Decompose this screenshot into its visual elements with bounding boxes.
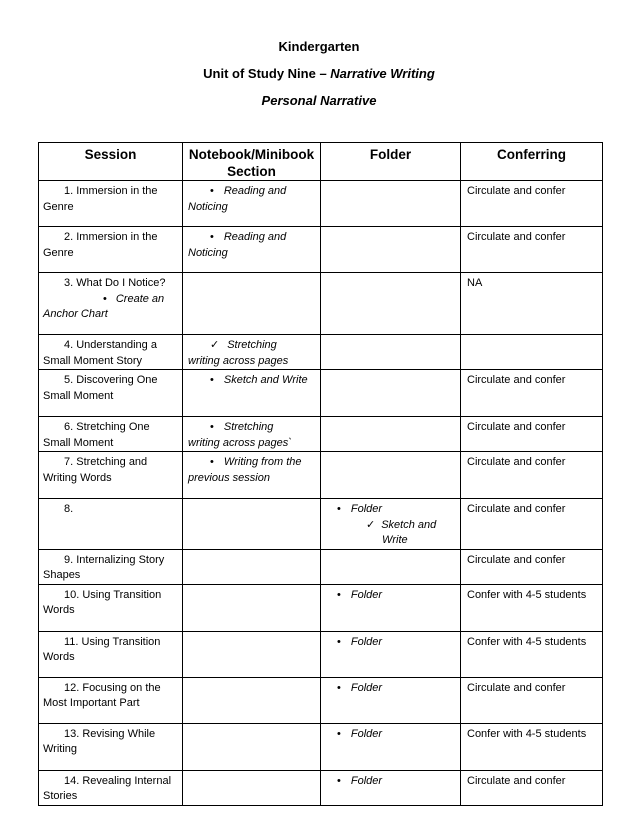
notebook-cell (183, 181, 321, 227)
session-line: 6. Stretching One (64, 421, 150, 433)
session-line: 13. Revising While (64, 727, 156, 740)
folder-line: ✓ Sketch and (337, 518, 457, 534)
conferring-cell: Circulate and confer (461, 452, 603, 499)
session-line: Writing Words (43, 471, 112, 484)
folder-cell (321, 452, 461, 499)
notebook-cell (183, 227, 321, 273)
table-row (39, 181, 603, 227)
session-line: Words (43, 604, 75, 616)
session-line: 7. Stretching and (64, 456, 148, 468)
session-line: 12. Focusing on the (64, 681, 161, 694)
conferring-cell: NA (461, 273, 603, 335)
session-cell (39, 273, 183, 335)
session-cell (39, 181, 183, 227)
session-line: Small Moment (43, 436, 114, 449)
table-row (39, 370, 603, 417)
notebook-cell (183, 499, 321, 550)
table-row (39, 631, 603, 677)
notebook-line: • Sketch and Write (188, 373, 317, 389)
conferring-cell: Confer with 4-5 students (461, 631, 603, 677)
notebook-line: writing across pages (188, 354, 289, 367)
session-line: 4. Understanding a (64, 339, 157, 351)
session-line: Small Moment Story (43, 354, 143, 367)
session-cell (39, 770, 183, 805)
folder-cell (321, 181, 461, 227)
notebook-line: writing across pages` (188, 436, 292, 449)
session-line: 3. What Do I Notice? (64, 277, 166, 289)
session-cell (39, 677, 183, 723)
table-row (39, 584, 603, 631)
session-line: 14. Revealing Internal (64, 774, 172, 787)
conferring-cell: Circulate and confer (461, 370, 603, 417)
session-line: Genre (43, 246, 74, 259)
folder-cell (321, 770, 461, 805)
notebook-cell (183, 549, 321, 584)
conferring-cell: Circulate and confer (461, 417, 603, 452)
conferring-cell: Circulate and confer (461, 549, 603, 584)
unit-title-italic: Narrative Writing (330, 66, 435, 81)
table-row (39, 723, 603, 770)
conferring-cell: Confer with 4-5 students (461, 584, 603, 631)
table-row (39, 227, 603, 273)
table-row (39, 499, 603, 550)
folder-cell (321, 417, 461, 452)
conferring-cell: Circulate and confer (461, 499, 603, 550)
notebook-cell (183, 452, 321, 499)
folder-line: • Folder (337, 682, 382, 694)
folder-cell (321, 549, 461, 584)
session-line: Stories (43, 790, 78, 802)
folder-cell (321, 335, 461, 370)
session-line: Words (43, 651, 75, 663)
session-line: Most Important Part (43, 697, 140, 709)
notebook-line: Noticing (188, 246, 228, 259)
session-line: • Create an (43, 292, 179, 308)
folder-cell (321, 273, 461, 335)
session-line: Small Moment (43, 389, 114, 402)
notebook-line: • Stretching (188, 420, 317, 436)
session-cell (39, 370, 183, 417)
unit-subtitle: Personal Narrative (261, 93, 377, 108)
table-header-row (39, 143, 603, 181)
header-conferring: Conferring (461, 143, 603, 181)
session-line: 5. Discovering One (64, 374, 158, 386)
folder-line: • Folder (337, 636, 382, 648)
notebook-cell (183, 335, 321, 370)
notebook-cell (183, 370, 321, 417)
header-session: Session (39, 143, 183, 181)
folder-cell (321, 584, 461, 631)
session-line: 11. Using Transition (64, 635, 161, 648)
conferring-cell: Circulate and confer (461, 677, 603, 723)
notebook-cell (183, 770, 321, 805)
session-cell (39, 452, 183, 499)
notebook-line: • Reading and (188, 184, 317, 200)
session-line: Anchor Chart (43, 308, 108, 320)
header-notebook: Notebook/Minibook Section (183, 143, 321, 181)
folder-line: • Folder (337, 589, 382, 601)
notebook-cell (183, 417, 321, 452)
session-line: 2. Immersion in the (64, 231, 158, 243)
notebook-cell (183, 584, 321, 631)
notebook-line: Noticing (188, 200, 228, 213)
table-row (39, 273, 603, 335)
folder-cell (321, 723, 461, 770)
conferring-cell: Confer with 4-5 students (461, 723, 603, 770)
conferring-cell: Circulate and confer (461, 227, 603, 273)
session-line: 10. Using Transition (64, 588, 162, 601)
table-row (39, 452, 603, 499)
session-line: Writing (43, 743, 78, 755)
table-row (39, 417, 603, 452)
table-row (39, 549, 603, 584)
session-cell (39, 499, 183, 550)
session-line: Shapes (43, 569, 81, 581)
notebook-line: previous session (188, 471, 270, 484)
session-cell (39, 417, 183, 452)
session-cell (39, 584, 183, 631)
notebook-cell (183, 723, 321, 770)
table-row (39, 677, 603, 723)
folder-line: • Folder (337, 728, 382, 740)
folder-line: • Folder (337, 503, 382, 515)
table-row (39, 335, 603, 370)
notebook-line: • Writing from the (188, 455, 317, 471)
folder-line: Write (382, 534, 408, 546)
session-line: 8. (64, 503, 74, 515)
table-row (39, 770, 603, 805)
notebook-cell (183, 631, 321, 677)
folder-cell (321, 370, 461, 417)
session-line: 1. Immersion in the (64, 185, 158, 197)
folder-cell (321, 227, 461, 273)
session-line: 9. Internalizing Story (64, 553, 165, 566)
session-cell (39, 631, 183, 677)
session-cell (39, 227, 183, 273)
session-cell (39, 723, 183, 770)
notebook-line: ✓ Stretching (188, 338, 317, 354)
header-folder: Folder (321, 143, 461, 181)
sessions-table (38, 142, 603, 806)
folder-cell (321, 499, 461, 550)
notebook-cell (183, 677, 321, 723)
notebook-line: • Reading and (188, 230, 317, 246)
document-title: Kindergarten (278, 39, 360, 54)
folder-line: • Folder (337, 775, 382, 787)
session-cell (39, 335, 183, 370)
unit-title (0, 66, 638, 81)
session-cell (39, 549, 183, 584)
session-line: Genre (43, 200, 74, 213)
unit-title-prefix: Unit of Study Nine – (203, 66, 331, 81)
folder-cell (321, 677, 461, 723)
conferring-cell: Circulate and confer (461, 770, 603, 805)
conferring-cell (461, 335, 603, 370)
folder-cell (321, 631, 461, 677)
notebook-cell (183, 273, 321, 335)
conferring-cell: Circulate and confer (461, 181, 603, 227)
